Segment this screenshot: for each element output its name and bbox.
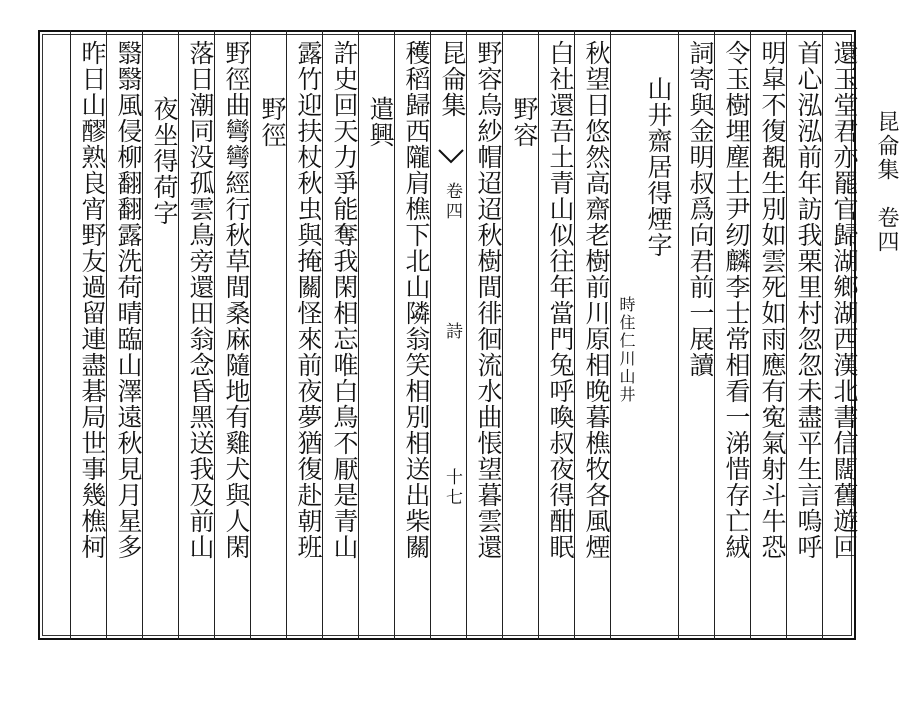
text-column: 露竹迎扶杖秋虫與掩關怪來前夜夢猶復赴朝班: [294, 40, 323, 560]
text-column: 白社還吾土青山似往年當門兔呼喚叔夜得酣眠: [546, 40, 575, 560]
text-column: 還玉堂君亦罷官歸湖鄉湖西漢北書信闊舊遊回: [830, 40, 859, 560]
fish-tail-icon: [438, 148, 464, 164]
poem-title-note: 時住仁川山井: [617, 296, 636, 404]
margin-header: 昆侖集 卷四: [874, 110, 899, 254]
text-column: 令玉樹埋塵土尹纫麟李士常相看一涕惜存亡絨: [722, 40, 751, 560]
text-column: 許史回天力爭能奪我閑相忘唯白鳥不厭是青山: [330, 40, 359, 560]
fold-book-title: 昆侖集: [438, 40, 467, 118]
fold-volume: 卷四: [442, 182, 462, 222]
poem-title: 野徑: [258, 96, 287, 148]
text-column: 穫稻歸西隴肩樵下北山隣翁笑相別相送出柴關: [402, 40, 431, 560]
column-rule: [70, 30, 71, 640]
poem-title: 夜坐得荷字: [150, 96, 179, 226]
text-column: 野容烏紗帽迢迢秋樹間徘徊流水曲悵望暮雲還: [474, 40, 503, 560]
poem-title: 遣興: [366, 96, 395, 148]
poem-title: 野容: [510, 96, 539, 148]
fold-page-number: 十七: [442, 468, 462, 508]
text-column: 野徑曲彎彎經行秋草間桑麻隨地有雞犬與人閑: [222, 40, 251, 560]
fold-section: 詩: [442, 322, 462, 342]
text-column: 落日潮同没孤雲鳥旁還田翁念昏黑送我及前山: [186, 40, 215, 560]
column-rule: [678, 30, 679, 640]
text-column: 明皐不復覩生別如雲死如雨應有寃氣射斗牛恐: [758, 40, 787, 560]
text-column: 翳翳風侵柳翻翻露洗荷晴臨山澤遠秋見月星多: [114, 40, 143, 560]
text-column: 首心泓泓前年訪我栗里村忽忽未盡平生言嗚呼: [794, 40, 823, 560]
text-column: 詞寄與金明叔爲向君前一展讀: [686, 40, 715, 378]
poem-title: 山井齋居得煙字: [644, 76, 673, 258]
text-column: 昨日山醪熟良宵野友過留連盡碁局世事幾樵柯: [78, 40, 107, 560]
text-column: 秋望日悠然高齋老樹前川原相晚暮樵牧各風煙: [582, 40, 611, 560]
